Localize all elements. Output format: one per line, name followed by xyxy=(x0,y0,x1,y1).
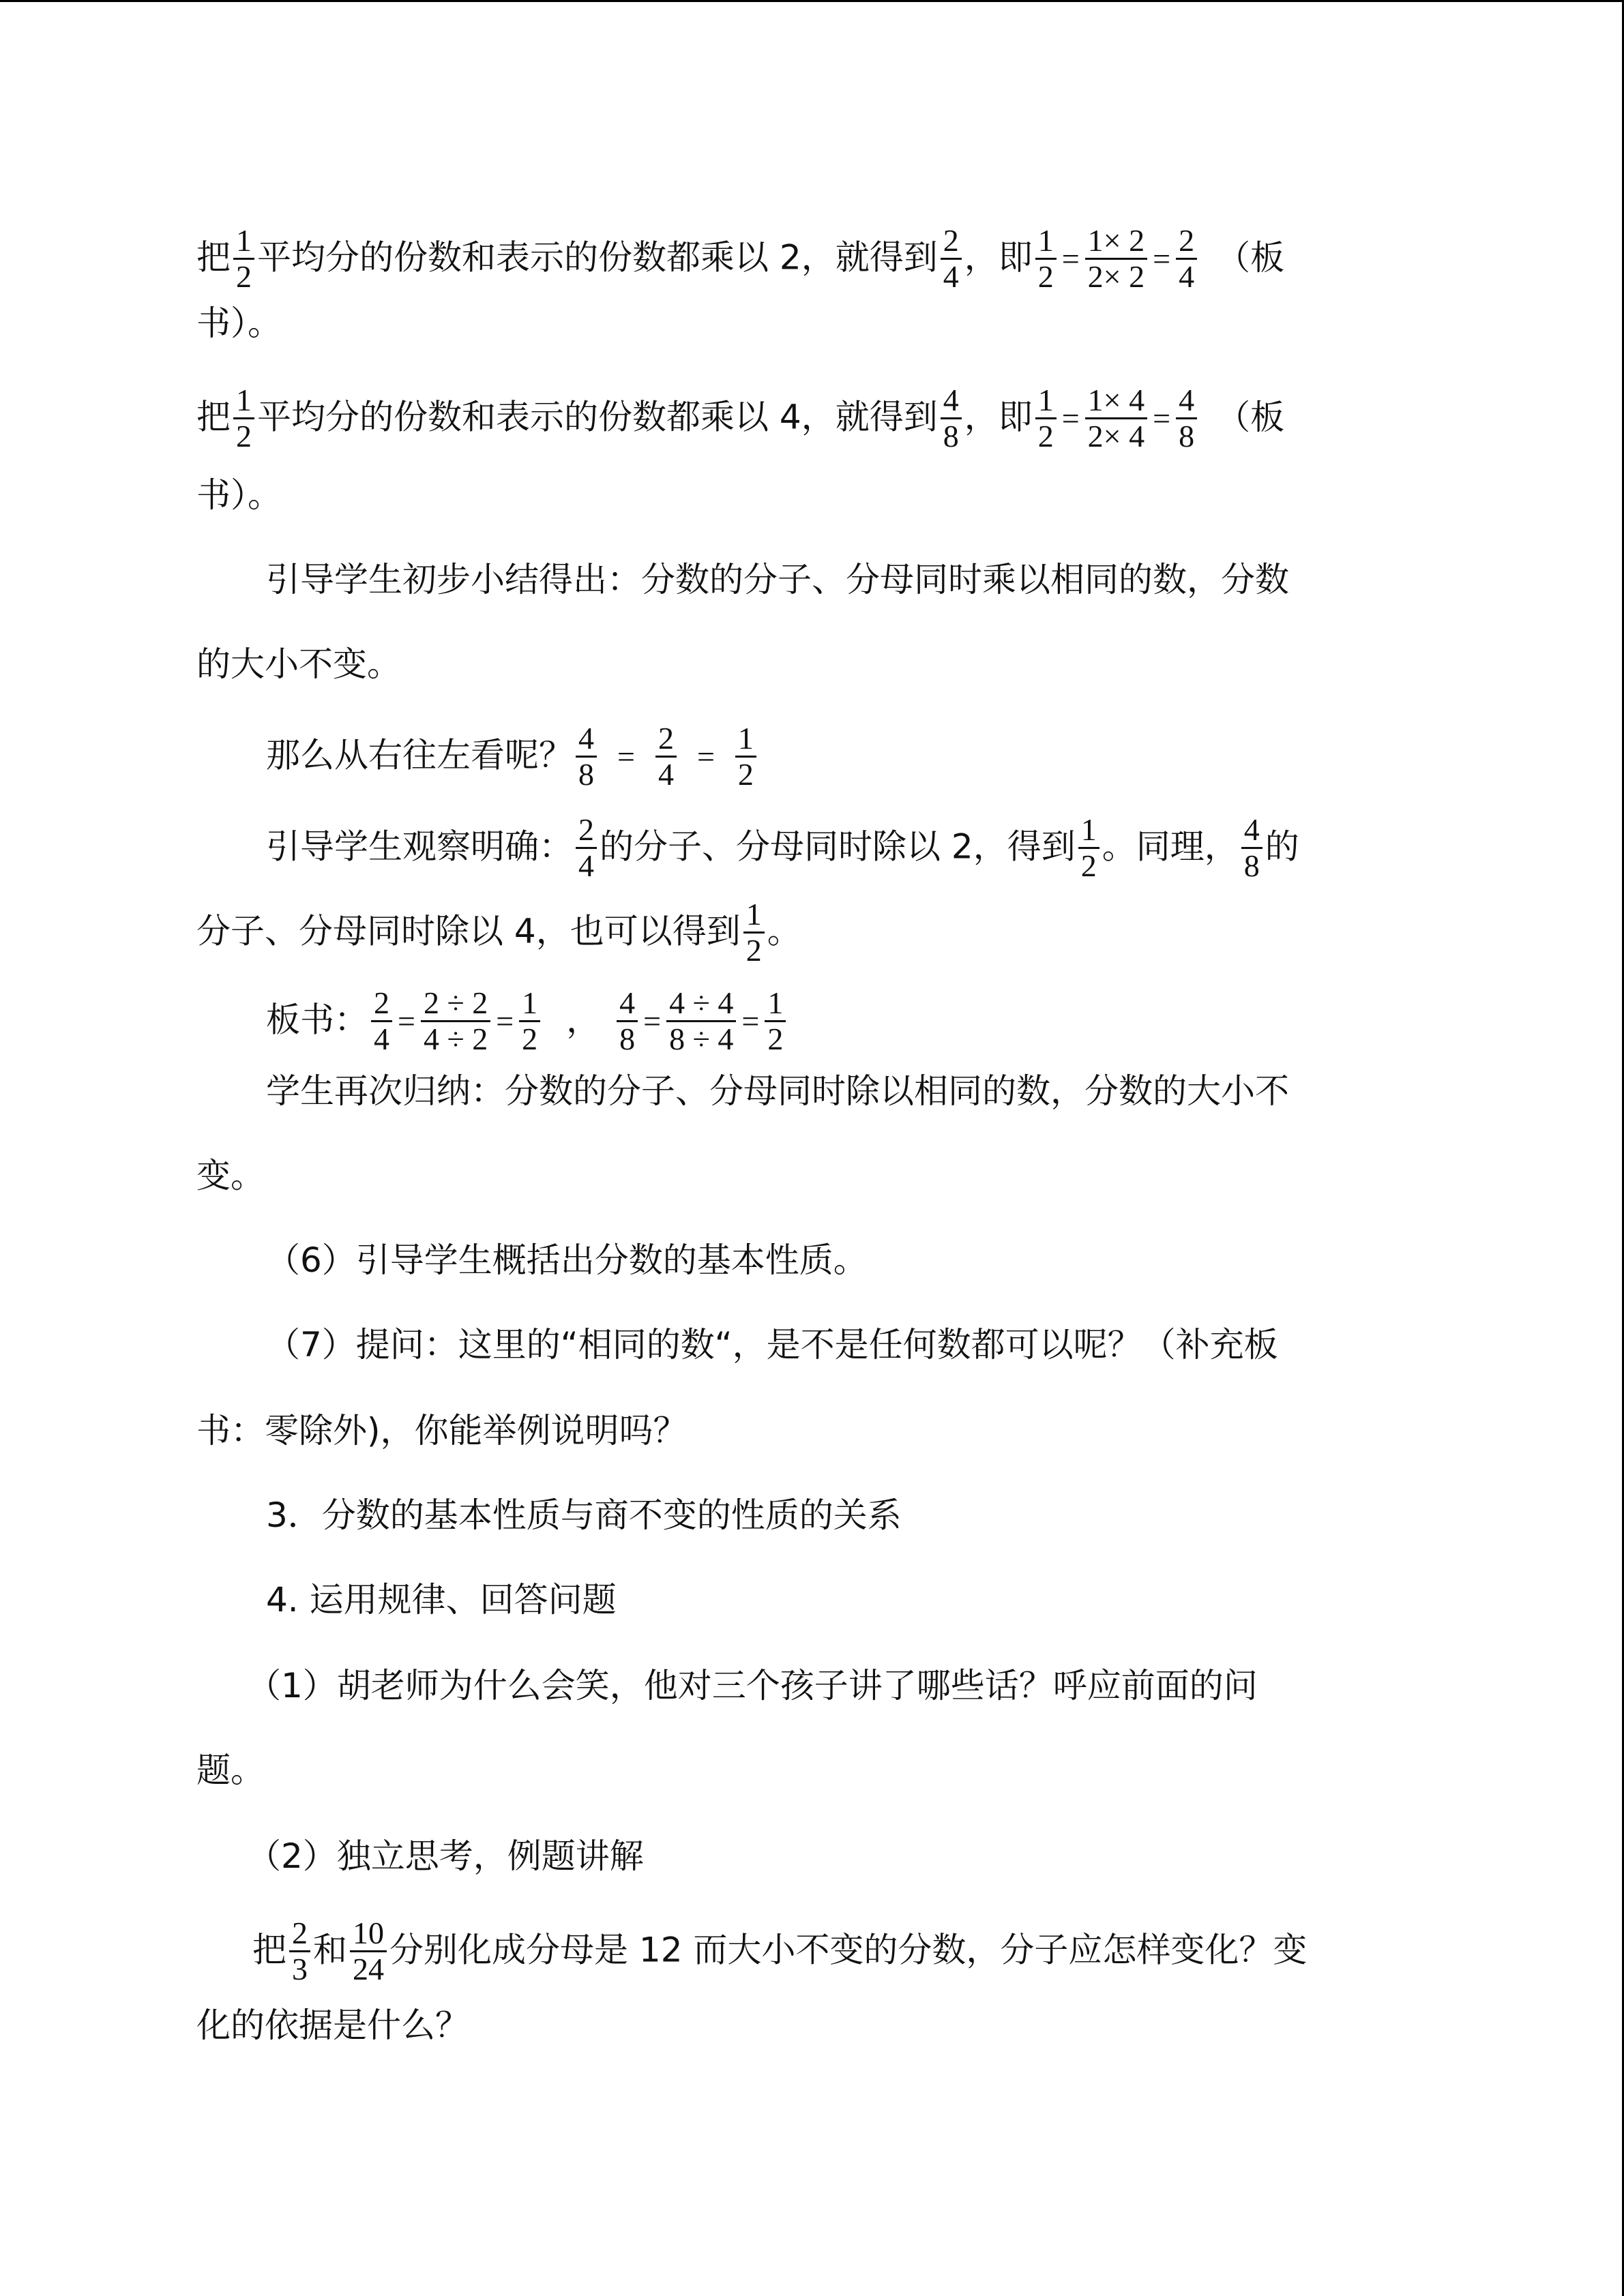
fraction: $\frac{2}{4}$ xyxy=(655,721,677,791)
fraction: $\frac{1\times 2}{2\times 2}$ xyxy=(1085,224,1147,293)
paragraph-line-13: （6）引导学生概括出分数的基本性质。 xyxy=(266,1240,868,1280)
equals-sign: = xyxy=(1061,241,1080,276)
fraction: $\frac{2}{4}$ xyxy=(576,813,597,882)
paragraph-line-10: 板书： $\frac{2}{4}$ = $\frac{2 \div 2}{4 \div 2}$ = $\frac{1}{2}$ ， $\frac{4}{8}$ = $\frac{4 \div 4}{8 \div 4}$ = $\frac{1}{2}$ xyxy=(266,987,788,1057)
paragraph-line-22: 化的依据是什么？ xyxy=(196,2006,469,2045)
equals-sign: = xyxy=(643,1003,662,1039)
equals-sign: = xyxy=(398,1003,415,1039)
paragraph-line-21: 把 $\frac{2}{3}$ 和 $\frac{10}{24}$ 分别化成分母是 12 而大小不变的分数，分子应怎样变化？变 xyxy=(252,1915,1308,1986)
paragraph-line-11: 学生再次归纳：分数的分子、分母同时除以相同的数，分数的大小不 xyxy=(266,1071,1289,1111)
fraction: $\frac{1}{2}$ xyxy=(765,986,786,1056)
fraction: $\frac{4}{8}$ xyxy=(941,383,962,453)
paragraph-line-5: 引导学生初步小结得出：分数的分子、分母同时乘以相同的数，分数 xyxy=(266,560,1289,599)
fraction: $\frac{4}{8}$ xyxy=(1176,383,1197,453)
equals-sign: = xyxy=(496,1003,514,1039)
paragraph-line-14: （7）提问：这里的“相同的数“，是不是任何数都可以呢？（补充板 xyxy=(266,1325,1278,1365)
fraction: $\frac{2}{4}$ xyxy=(371,986,392,1056)
fraction: $\frac{1}{2}$ xyxy=(735,721,756,791)
fraction: $\frac{1}{2}$ xyxy=(743,897,765,967)
paragraph-line-7: 那么从右往左看呢？ $\frac{4}{8}$ = $\frac{2}{4}$ = $\frac{1}{2}$ xyxy=(266,723,759,792)
paragraph-line-19: 题。 xyxy=(196,1750,265,1790)
equals-sign: = xyxy=(1061,400,1080,436)
paragraph-line-15: 书：零除外)，你能举例说明吗？ xyxy=(196,1411,688,1450)
fraction: $\frac{1}{2}$ xyxy=(1035,383,1057,453)
paragraph-line-1: 把 $\frac{1}{2}$ 平均分的份数和表示的份数都乘以 2，就得到 $\frac{2}{4}$ ，即 $\frac{1}{2}$ = $\frac{1\times 2}{2\times 2}$ = $\frac{2}{4}$ （板 xyxy=(196,223,1285,294)
section-heading-3: 3．分数的基本性质与商不变的性质的关系 xyxy=(266,1495,902,1535)
paragraph-line-2: 书）。 xyxy=(196,303,282,343)
fraction: $\frac{1}{2}$ xyxy=(233,224,254,293)
paragraph-line-3: 把 $\frac{1}{2}$ 平均分的份数和表示的份数都乘以 4，就得到 $\frac{4}{8}$ ，即 $\frac{1}{2}$ = $\frac{1\times 4}{2\times 4}$ = $\frac{4}{8}$ （板 xyxy=(196,383,1285,453)
paragraph-line-9: 分子、分母同时除以 4，也可以得到 $\frac{1}{2}$ 。 xyxy=(196,897,801,968)
fraction: $\frac{2}{4}$ xyxy=(1176,224,1197,293)
fraction: $\frac{1}{2}$ xyxy=(519,986,540,1056)
fraction: $\frac{1}{2}$ xyxy=(1078,813,1099,882)
fraction: $\frac{4}{8}$ xyxy=(617,986,638,1056)
fraction: $\frac{4}{8}$ xyxy=(1241,813,1263,882)
paragraph-line-20: （2）独立思考，例题讲解 xyxy=(247,1836,644,1876)
equals-sign: = xyxy=(617,739,635,774)
fraction: $\frac{2}{3}$ xyxy=(289,1916,310,1986)
fraction: $\frac{1\times 4}{2\times 4}$ xyxy=(1085,383,1147,453)
section-heading-4: 4. 运用规律、回答问题 xyxy=(266,1580,617,1620)
fraction: $\frac{2}{4}$ xyxy=(941,224,962,293)
paragraph-line-18: （1）胡老师为什么会笑，他对三个孩子讲了哪些话？呼应前面的问 xyxy=(247,1666,1258,1705)
fraction: $\frac{4 \div 4}{8 \div 4}$ xyxy=(666,986,736,1056)
paragraph-line-6: 的大小不变。 xyxy=(196,644,401,684)
page-border-top xyxy=(0,0,1624,2)
equals-sign: = xyxy=(696,739,715,774)
paragraph-line-8: 引导学生观察明确： $\frac{2}{4}$ 的分子、分母同时除以 2，得到 $\frac{1}{2}$ 。同理， $\frac{4}{8}$ 的 xyxy=(266,812,1299,883)
equals-sign: = xyxy=(1153,241,1171,276)
fraction: $\frac{1}{2}$ xyxy=(233,383,254,453)
paragraph-line-12: 变。 xyxy=(196,1156,265,1195)
equals-sign: = xyxy=(741,1003,760,1039)
paragraph-line-4: 书）。 xyxy=(196,475,282,515)
fraction: $\frac{1}{2}$ xyxy=(1035,224,1057,293)
fraction: $\frac{10}{24}$ xyxy=(350,1916,387,1986)
fraction: $\frac{4}{8}$ xyxy=(576,721,597,791)
equals-sign: = xyxy=(1153,400,1171,436)
fraction: $\frac{2 \div 2}{4 \div 2}$ xyxy=(421,986,490,1056)
